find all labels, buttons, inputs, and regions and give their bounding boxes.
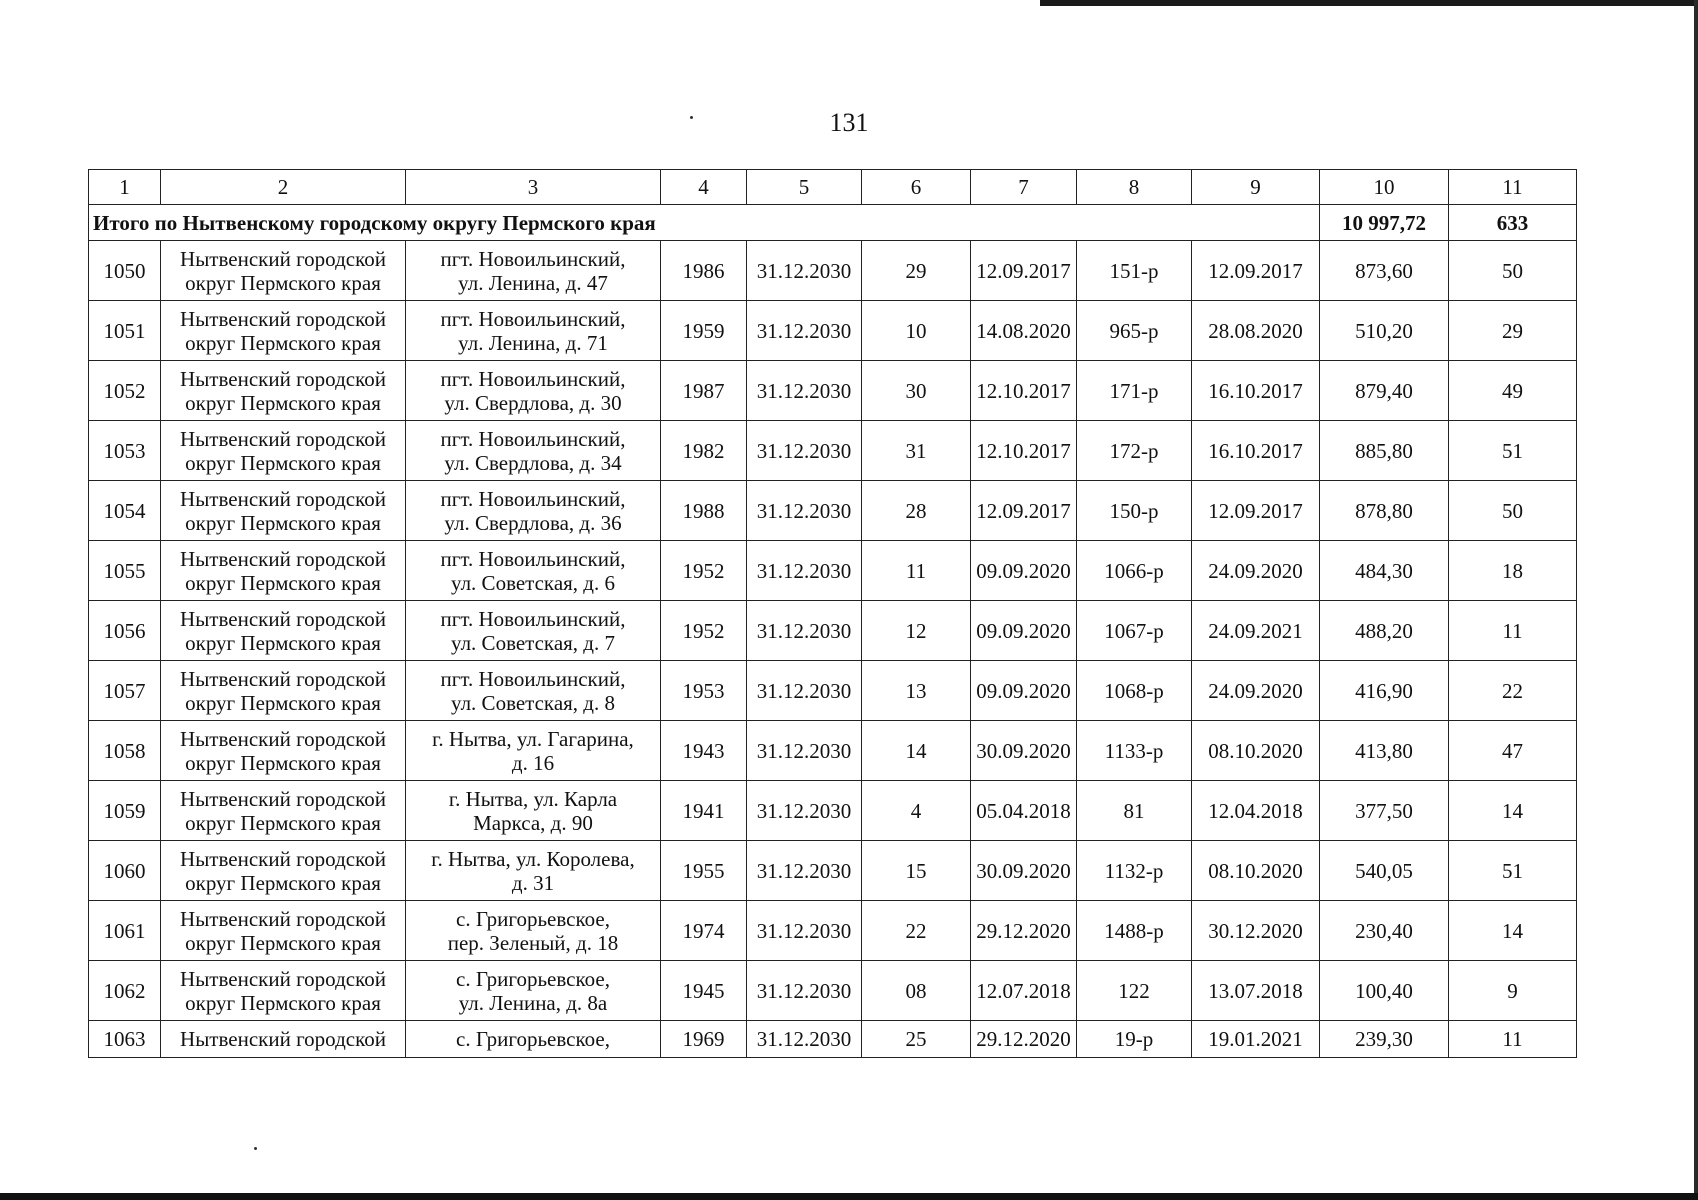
municipality-line: Нытвенский городской xyxy=(180,966,386,991)
resettlement-deadline-cell: 31.12.2030 xyxy=(747,1021,862,1058)
decision-date-cell: 09.09.2020 xyxy=(971,601,1077,661)
address-line: д. 31 xyxy=(511,870,555,895)
row-number-cell: 1051 xyxy=(89,301,161,361)
row-number-cell: 1062 xyxy=(89,961,161,1021)
column-9-cell: 13.07.2018 xyxy=(1192,961,1320,1021)
residents-cell: 29 xyxy=(1449,301,1577,361)
address-line: ул. Советская, д. 8 xyxy=(451,690,615,715)
address-line: с. Григорьевское, xyxy=(456,906,610,931)
decision-number-cell: 1068-р xyxy=(1077,661,1192,721)
resettlement-deadline-cell: 31.12.2030 xyxy=(747,841,862,901)
resettlement-deadline-cell: 31.12.2030 xyxy=(747,361,862,421)
column-6-cell: 15 xyxy=(862,841,971,901)
address-cell xyxy=(406,421,661,481)
column-6-cell: 14 xyxy=(862,721,971,781)
decision-date-cell: 29.12.2020 xyxy=(971,901,1077,961)
decision-date-cell: 12.09.2017 xyxy=(971,481,1077,541)
decision-date-cell: 05.04.2018 xyxy=(971,781,1077,841)
address-cell xyxy=(406,361,661,421)
column-9-cell: 16.10.2017 xyxy=(1192,421,1320,481)
decision-date-cell: 09.09.2020 xyxy=(971,541,1077,601)
year-built-cell: 1955 xyxy=(661,841,747,901)
table-row xyxy=(89,961,1577,1021)
address-cell xyxy=(406,1021,661,1058)
table-row xyxy=(89,481,1577,541)
column-6-cell: 28 xyxy=(862,481,971,541)
column-6-cell: 22 xyxy=(862,901,971,961)
address-cell xyxy=(406,901,661,961)
column-9-cell: 24.09.2020 xyxy=(1192,541,1320,601)
row-number-cell: 1052 xyxy=(89,361,161,421)
address-line: ул. Ленина, д. 8а xyxy=(458,990,608,1015)
decision-number-cell: 151-р xyxy=(1077,241,1192,301)
municipality-line: Нытвенский городской xyxy=(180,486,386,511)
column-number: 9 xyxy=(1192,170,1320,205)
year-built-cell: 1974 xyxy=(661,901,747,961)
column-number: 1 xyxy=(89,170,161,205)
area-cell: 488,20 xyxy=(1320,601,1449,661)
municipality-line: Нытвенский городской xyxy=(180,366,386,391)
area-cell: 510,20 xyxy=(1320,301,1449,361)
page-number: 131 xyxy=(829,108,869,137)
housing-registry-table xyxy=(88,169,1577,1058)
column-9-cell: 24.09.2020 xyxy=(1192,661,1320,721)
decision-number-cell: 171-р xyxy=(1077,361,1192,421)
area-cell: 100,40 xyxy=(1320,961,1449,1021)
residents-cell: 51 xyxy=(1449,421,1577,481)
row-number-cell: 1056 xyxy=(89,601,161,661)
year-built-cell: 1952 xyxy=(661,601,747,661)
column-9-cell: 08.10.2020 xyxy=(1192,721,1320,781)
column-number: 7 xyxy=(971,170,1077,205)
decision-date-cell: 12.10.2017 xyxy=(971,361,1077,421)
decision-number-cell: 81 xyxy=(1077,781,1192,841)
address-line: Маркса, д. 90 xyxy=(473,810,593,835)
municipality-line: Нытвенский городской xyxy=(180,666,386,691)
municipality-line: Нытвенский городской xyxy=(180,846,386,871)
address-cell xyxy=(406,721,661,781)
decision-number-cell: 1066-р xyxy=(1077,541,1192,601)
municipality-cell xyxy=(161,361,406,421)
municipality-line: округ Пермского края xyxy=(185,690,381,715)
residents-cell: 18 xyxy=(1449,541,1577,601)
column-6-cell: 31 xyxy=(862,421,971,481)
decision-number-cell: 122 xyxy=(1077,961,1192,1021)
municipality-line: округ Пермского края xyxy=(185,990,381,1015)
decision-date-cell: 09.09.2020 xyxy=(971,661,1077,721)
year-built-cell: 1959 xyxy=(661,301,747,361)
municipality-line: округ Пермского края xyxy=(185,630,381,655)
table-row xyxy=(89,661,1577,721)
resettlement-deadline-cell: 31.12.2030 xyxy=(747,781,862,841)
address-line: пгт. Новоильинский, xyxy=(440,546,626,571)
municipality-line: округ Пермского края xyxy=(185,270,381,295)
resettlement-deadline-cell: 31.12.2030 xyxy=(747,901,862,961)
column-6-cell: 25 xyxy=(862,1021,971,1058)
row-number-cell: 1055 xyxy=(89,541,161,601)
table-row xyxy=(89,601,1577,661)
table-row xyxy=(89,421,1577,481)
decision-date-cell: 30.09.2020 xyxy=(971,721,1077,781)
table-row xyxy=(89,361,1577,421)
total-area: 10 997,72 xyxy=(1320,205,1449,241)
address-line: г. Нытва, ул. Гагарина, xyxy=(432,726,634,751)
residents-cell: 50 xyxy=(1449,481,1577,541)
municipality-line: округ Пермского края xyxy=(185,450,381,475)
residents-cell: 47 xyxy=(1449,721,1577,781)
year-built-cell: 1952 xyxy=(661,541,747,601)
address-line: ул. Советская, д. 6 xyxy=(451,570,615,595)
year-built-cell: 1943 xyxy=(661,721,747,781)
address-cell xyxy=(406,241,661,301)
row-number-cell: 1053 xyxy=(89,421,161,481)
municipality-line: округ Пермского края xyxy=(185,570,381,595)
decision-date-cell: 12.07.2018 xyxy=(971,961,1077,1021)
table-row xyxy=(89,901,1577,961)
municipality-cell xyxy=(161,661,406,721)
municipality-cell xyxy=(161,961,406,1021)
municipality-cell xyxy=(161,601,406,661)
decision-number-cell: 172-р xyxy=(1077,421,1192,481)
address-line: ул. Свердлова, д. 36 xyxy=(444,510,622,535)
municipality-line: Нытвенский городской xyxy=(180,246,386,271)
address-line: г. Нытва, ул. Королева, xyxy=(431,846,635,871)
column-9-cell: 30.12.2020 xyxy=(1192,901,1320,961)
column-6-cell: 13 xyxy=(862,661,971,721)
column-6-cell: 11 xyxy=(862,541,971,601)
municipality-line: Нытвенский городской xyxy=(180,306,386,331)
address-line: ул. Ленина, д. 71 xyxy=(458,330,608,355)
area-cell: 377,50 xyxy=(1320,781,1449,841)
municipality-line: округ Пермского края xyxy=(185,810,381,835)
address-cell xyxy=(406,601,661,661)
column-9-cell: 16.10.2017 xyxy=(1192,361,1320,421)
residents-cell: 49 xyxy=(1449,361,1577,421)
residents-cell: 51 xyxy=(1449,841,1577,901)
year-built-cell: 1941 xyxy=(661,781,747,841)
municipality-cell xyxy=(161,901,406,961)
column-9-cell: 28.08.2020 xyxy=(1192,301,1320,361)
table-row xyxy=(89,781,1577,841)
decision-number-cell: 150-р xyxy=(1077,481,1192,541)
resettlement-deadline-cell: 31.12.2030 xyxy=(747,961,862,1021)
column-6-cell: 10 xyxy=(862,301,971,361)
resettlement-deadline-cell: 31.12.2030 xyxy=(747,301,862,361)
residents-cell: 14 xyxy=(1449,781,1577,841)
resettlement-deadline-cell: 31.12.2030 xyxy=(747,541,862,601)
municipality-line: округ Пермского края xyxy=(185,390,381,415)
address-cell xyxy=(406,661,661,721)
row-number-cell: 1054 xyxy=(89,481,161,541)
year-built-cell: 1988 xyxy=(661,481,747,541)
year-built-cell: 1982 xyxy=(661,421,747,481)
address-line: с. Григорьевское, xyxy=(456,1027,610,1051)
column-number-row xyxy=(89,170,1577,205)
address-cell xyxy=(406,841,661,901)
address-cell xyxy=(406,781,661,841)
resettlement-deadline-cell: 31.12.2030 xyxy=(747,721,862,781)
table-row xyxy=(89,301,1577,361)
table-row xyxy=(89,241,1577,301)
row-number-cell: 1050 xyxy=(89,241,161,301)
table-row xyxy=(89,721,1577,781)
row-number-cell: 1060 xyxy=(89,841,161,901)
area-cell: 878,80 xyxy=(1320,481,1449,541)
area-cell: 885,80 xyxy=(1320,421,1449,481)
municipality-line: Нытвенский городской xyxy=(180,426,386,451)
address-line: пер. Зеленый, д. 18 xyxy=(447,930,619,955)
row-number-cell: 1063 xyxy=(89,1021,161,1058)
address-cell xyxy=(406,961,661,1021)
address-line: г. Нытва, ул. Карла xyxy=(448,786,618,811)
address-line: ул. Ленина, д. 47 xyxy=(458,270,608,295)
table-row xyxy=(89,1021,1577,1058)
scan-edge-right xyxy=(1694,0,1698,1200)
total-row xyxy=(89,205,1577,241)
area-cell: 416,90 xyxy=(1320,661,1449,721)
area-cell: 873,60 xyxy=(1320,241,1449,301)
municipality-cell xyxy=(161,421,406,481)
scan-speck xyxy=(254,1147,257,1150)
column-number: 11 xyxy=(1449,170,1577,205)
decision-date-cell: 12.10.2017 xyxy=(971,421,1077,481)
year-built-cell: 1945 xyxy=(661,961,747,1021)
municipality-line: округ Пермского края xyxy=(185,930,381,955)
column-6-cell: 30 xyxy=(862,361,971,421)
year-built-cell: 1987 xyxy=(661,361,747,421)
municipality-cell xyxy=(161,781,406,841)
column-number: 2 xyxy=(161,170,406,205)
address-line: пгт. Новоильинский, xyxy=(440,426,626,451)
municipality-cell xyxy=(161,841,406,901)
municipality-line: Нытвенский городской xyxy=(180,606,386,631)
column-number: 4 xyxy=(661,170,747,205)
decision-number-cell: 19-р xyxy=(1077,1021,1192,1058)
column-number: 6 xyxy=(862,170,971,205)
residents-cell: 22 xyxy=(1449,661,1577,721)
resettlement-deadline-cell: 31.12.2030 xyxy=(747,601,862,661)
column-6-cell: 29 xyxy=(862,241,971,301)
column-number: 5 xyxy=(747,170,862,205)
scan-edge-gap xyxy=(0,0,1040,6)
scan-edge-bottom xyxy=(0,1193,1698,1200)
address-line: ул. Свердлова, д. 30 xyxy=(444,390,622,415)
column-9-cell: 24.09.2021 xyxy=(1192,601,1320,661)
column-6-cell: 08 xyxy=(862,961,971,1021)
address-cell xyxy=(406,481,661,541)
decision-number-cell: 965-р xyxy=(1077,301,1192,361)
column-9-cell: 12.09.2017 xyxy=(1192,241,1320,301)
municipality-cell xyxy=(161,301,406,361)
address-line: пгт. Новоильинский, xyxy=(440,606,626,631)
decision-number-cell: 1488-р xyxy=(1077,901,1192,961)
municipality-cell xyxy=(161,541,406,601)
column-number: 8 xyxy=(1077,170,1192,205)
residents-cell: 50 xyxy=(1449,241,1577,301)
column-9-cell: 12.09.2017 xyxy=(1192,481,1320,541)
residents-cell: 9 xyxy=(1449,961,1577,1021)
municipality-line: округ Пермского края xyxy=(185,750,381,775)
municipality-cell xyxy=(161,241,406,301)
municipality-line: округ Пермского края xyxy=(185,510,381,535)
column-number: 10 xyxy=(1320,170,1449,205)
address-line: ул. Свердлова, д. 34 xyxy=(444,450,622,475)
address-line: с. Григорьевское, xyxy=(456,966,610,991)
resettlement-deadline-cell: 31.12.2030 xyxy=(747,241,862,301)
column-6-cell: 12 xyxy=(862,601,971,661)
municipality-line: Нытвенский городской xyxy=(180,726,386,751)
row-number-cell: 1059 xyxy=(89,781,161,841)
municipality-line: Нытвенский городской xyxy=(180,546,386,571)
area-cell: 879,40 xyxy=(1320,361,1449,421)
municipality-cell xyxy=(161,481,406,541)
total-label: Итого по Нытвенскому городскому округу Пермского края xyxy=(89,205,1320,241)
total-count: 633 xyxy=(1449,205,1577,241)
area-cell: 413,80 xyxy=(1320,721,1449,781)
decision-date-cell: 12.09.2017 xyxy=(971,241,1077,301)
area-cell: 484,30 xyxy=(1320,541,1449,601)
address-cell xyxy=(406,301,661,361)
decision-date-cell: 30.09.2020 xyxy=(971,841,1077,901)
municipality-line: Нытвенский городской xyxy=(180,786,386,811)
address-line: пгт. Новоильинский, xyxy=(440,666,626,691)
year-built-cell: 1953 xyxy=(661,661,747,721)
column-9-cell: 08.10.2020 xyxy=(1192,841,1320,901)
row-number-cell: 1061 xyxy=(89,901,161,961)
decision-date-cell: 14.08.2020 xyxy=(971,301,1077,361)
address-line: пгт. Новоильинский, xyxy=(440,306,626,331)
decision-number-cell: 1133-р xyxy=(1077,721,1192,781)
row-number-cell: 1058 xyxy=(89,721,161,781)
municipality-line: Нытвенский городской xyxy=(180,1027,386,1051)
decision-number-cell: 1132-р xyxy=(1077,841,1192,901)
address-cell xyxy=(406,541,661,601)
column-6-cell: 4 xyxy=(862,781,971,841)
address-line: д. 16 xyxy=(511,750,555,775)
municipality-line: округ Пермского края xyxy=(185,330,381,355)
residents-cell: 11 xyxy=(1449,601,1577,661)
address-line: пгт. Новоильинский, xyxy=(440,246,626,271)
residents-cell: 11 xyxy=(1449,1021,1577,1058)
column-9-cell: 19.01.2021 xyxy=(1192,1021,1320,1058)
column-number: 3 xyxy=(406,170,661,205)
address-line: ул. Советская, д. 7 xyxy=(451,630,615,655)
row-number-cell: 1057 xyxy=(89,661,161,721)
municipality-cell xyxy=(161,1021,406,1058)
table-row xyxy=(89,841,1577,901)
area-cell: 239,30 xyxy=(1320,1021,1449,1058)
year-built-cell: 1986 xyxy=(661,241,747,301)
area-cell: 230,40 xyxy=(1320,901,1449,961)
resettlement-deadline-cell: 31.12.2030 xyxy=(747,481,862,541)
year-built-cell: 1969 xyxy=(661,1021,747,1058)
decision-number-cell: 1067-р xyxy=(1077,601,1192,661)
municipality-line: Нытвенский городской xyxy=(180,906,386,931)
municipality-cell xyxy=(161,721,406,781)
decision-date-cell: 29.12.2020 xyxy=(971,1021,1077,1058)
residents-cell: 14 xyxy=(1449,901,1577,961)
address-line: пгт. Новоильинский, xyxy=(440,366,626,391)
table-row xyxy=(89,541,1577,601)
resettlement-deadline-cell: 31.12.2030 xyxy=(747,421,862,481)
column-9-cell: 12.04.2018 xyxy=(1192,781,1320,841)
resettlement-deadline-cell: 31.12.2030 xyxy=(747,661,862,721)
municipality-line: округ Пермского края xyxy=(185,870,381,895)
area-cell: 540,05 xyxy=(1320,841,1449,901)
address-line: пгт. Новоильинский, xyxy=(440,486,626,511)
